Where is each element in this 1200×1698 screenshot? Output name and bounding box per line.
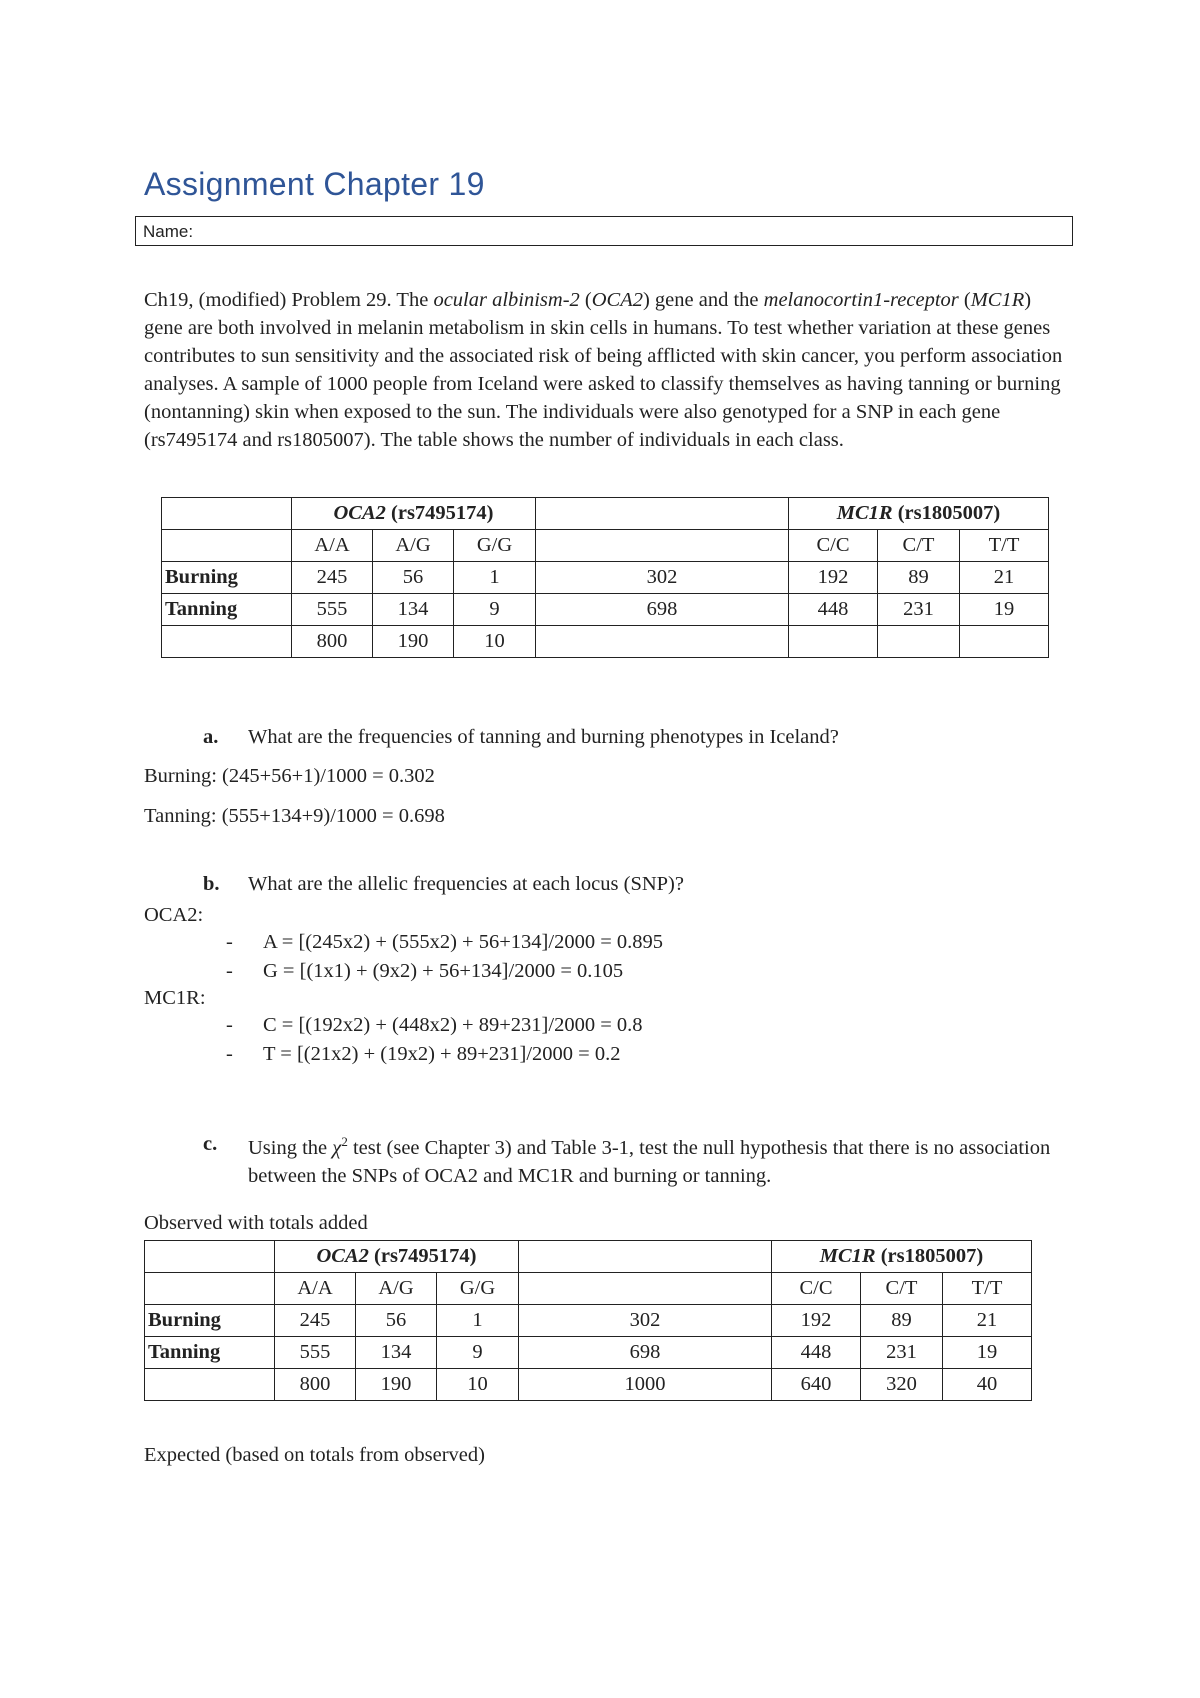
genotype-cell: G/G — [437, 1273, 519, 1305]
genotype-cell: T/T — [960, 530, 1049, 562]
question-text: What are the frequencies of tanning and burning phenotypes in Iceland? — [248, 726, 839, 748]
observed-label: Observed with totals added — [144, 1212, 368, 1234]
name-field[interactable] — [135, 216, 1073, 246]
question-letter: c. — [203, 1133, 218, 1155]
table-cell: 698 — [536, 594, 789, 626]
table-row — [145, 1369, 1032, 1401]
genotype-cell: A/A — [292, 530, 373, 562]
table-cell: 10 — [437, 1369, 519, 1401]
mc1r-header: MC1R (rs1805007) — [789, 498, 1049, 530]
oca2-header: OCA2 (rs7495174) — [292, 498, 536, 530]
mc1r-label: MC1R: — [144, 987, 206, 1009]
genotype-cell: G/G — [454, 530, 536, 562]
table-cell: 800 — [275, 1369, 356, 1401]
table-cell: 9 — [454, 594, 536, 626]
table-row — [162, 626, 1049, 658]
table-cell — [789, 626, 878, 658]
table-cell: 89 — [878, 562, 960, 594]
row-label: Tanning — [162, 594, 292, 626]
genotype-cell: A/A — [275, 1273, 356, 1305]
genotype-cell: T/T — [943, 1273, 1032, 1305]
table-cell: 302 — [536, 562, 789, 594]
table-cell: 231 — [878, 594, 960, 626]
genotype-table — [161, 497, 1049, 658]
name-label: Name: — [143, 222, 194, 241]
problem-statement: Ch19, (modified) Problem 29. The ocular albinism-2 (OCA2) gene and the melanocortin1-receptor (MC1R) gene are both involved in melanin metabolism in skin cells in humans. To test whether variation at these genes contributes to sun sensitivity and the associated risk of being afflicted with skin cancer, you perform association analyses. A sample of 1000 people from Iceland were asked to classify themselves as having tanning or burning (nontanning) skin when exposed to the sun. The individuals were also genotyped for a SNP in each gene (rs7495174 and rs1805007). The table shows the number of individuals in each class. — [144, 289, 1063, 451]
genotype-cell: A/G — [373, 530, 454, 562]
table-cell — [878, 626, 960, 658]
table-cell: 555 — [292, 594, 373, 626]
table-cell: 302 — [519, 1305, 772, 1337]
row-label: Burning — [145, 1305, 275, 1337]
question-text: What are the allelic frequencies at each locus (SNP)? — [248, 873, 684, 895]
table-row — [162, 594, 1049, 626]
observed-table — [144, 1240, 1032, 1401]
question-c-text: Using the $\chi^2$ test (see Chapter 3) and Table 3-1, test the null hypothesis that there is no association between the SNPs of OCA2 and MC1R and burning or tanning. — [248, 1134, 1051, 1187]
expected-label: Expected (based on totals from observed) — [144, 1444, 485, 1466]
table-cell: 698 — [519, 1337, 772, 1369]
table-cell: 19 — [943, 1337, 1032, 1369]
genotype-row — [162, 530, 1049, 562]
row-label — [145, 1369, 275, 1401]
table-cell: 134 — [356, 1337, 437, 1369]
question-letter: a. — [203, 726, 219, 748]
table-cell: 245 — [275, 1305, 356, 1337]
table-cell: 134 — [373, 594, 454, 626]
table-cell: 190 — [356, 1369, 437, 1401]
table-cell: 10 — [454, 626, 536, 658]
table-cell: 9 — [437, 1337, 519, 1369]
table-cell: 448 — [789, 594, 878, 626]
table-cell: 1 — [437, 1305, 519, 1337]
table-cell: 231 — [861, 1337, 943, 1369]
table-cell: 800 — [292, 626, 373, 658]
table-row — [145, 1305, 1032, 1337]
row-label: Burning — [162, 562, 292, 594]
table-cell: 56 — [373, 562, 454, 594]
table-cell — [536, 626, 789, 658]
answer-tanning: Tanning: (555+134+9)/1000 = 0.698 — [144, 805, 445, 827]
mc1r-header: MC1R (rs1805007) — [772, 1241, 1032, 1273]
genotype-row — [145, 1273, 1032, 1305]
question-letter: b. — [203, 873, 220, 895]
row-label: Tanning — [145, 1337, 275, 1369]
table-cell: 190 — [373, 626, 454, 658]
genotype-cell: C/T — [861, 1273, 943, 1305]
table-cell: 40 — [943, 1369, 1032, 1401]
oca2-label: OCA2: — [144, 904, 204, 926]
table-cell: 1000 — [519, 1369, 772, 1401]
table-cell: 89 — [861, 1305, 943, 1337]
table-cell: 555 — [275, 1337, 356, 1369]
table-cell: 640 — [772, 1369, 861, 1401]
table-row — [145, 1337, 1032, 1369]
table-header-row — [145, 1241, 1032, 1273]
genotype-cell — [519, 1273, 772, 1305]
genotype-cell: C/C — [772, 1273, 861, 1305]
table-cell: 19 — [960, 594, 1049, 626]
table-cell: 56 — [356, 1305, 437, 1337]
table-cell: 21 — [943, 1305, 1032, 1337]
genotype-cell: C/C — [789, 530, 878, 562]
oca2-header: OCA2 (rs7495174) — [275, 1241, 519, 1273]
document-page: Assignment Chapter 19 Name: Ch19, (modified) Problem 29. The ocular albinism-2 (OCA2) gene and the melanocortin1-receptor (MC1R) gene are both involved in melanin metabolism in skin cells in humans. To test whether variation at these genes contributes to sun sensitivity and the associated risk of being afflicted with skin cancer, you perform association analyses. A sample of 1000 people from Iceland were asked to classify themselves as having tanning or burning (nontanning) skin when exposed to the sun. The individuals were also genotyped for a SNP in each gene (rs7495174 and rs1805007). The table shows the number of individuals in each class. OCA2 (rs7495174) MC1R (rs1805007) A/A A/G G/G C/C C/T T/T Burning 245 56 1 302 192 89 21 Tanning 555 134 9 698 448 231 19 800 190 10 a. What are the frequencies of tanning and burning phenotypes in Iceland? Burning: (245+56+1)/1000 = 0.302 Tanning: (555+134+9)/1000 = 0.698 b. What are the allelic frequencies at each locus (SNP)? OCA2: - A = [(245x2) + (555x2) + 56+134]/2000 = 0.895 - G = [(1x1) + (9x2) + 56+134]/2000 = 0.105 MC1R: - C = [(192x2) + (448x2) + 89+231]/2000 = 0.8 - T = [(21x2) + (19x2) + 89+231]/2000 = 0.2 c. Using the $\chi^2$ test (see Chapter 3) and Table 3-1, test the null hypothesis that there is no association between the SNPs of OCA2 and MC1R and burning or tanning. Observed with totals added OCA2 (rs7495174) MC1R (rs1805007) A/A A/G G/G C/C C/T T/T Burning 245 56 1 302 192 89 21 Tanning 555 134 9 698 448 231 19 800 190 10 1000 640 320 40 Expected (based on totals from observed) — [0, 0, 1200, 1698]
table-cell: 192 — [772, 1305, 861, 1337]
page-title: Assignment Chapter 19 — [144, 166, 485, 202]
genotype-cell: C/T — [878, 530, 960, 562]
table-cell: 245 — [292, 562, 373, 594]
table-cell: 320 — [861, 1369, 943, 1401]
table-header-row — [162, 498, 1049, 530]
genotype-cell — [536, 530, 789, 562]
row-label — [162, 626, 292, 658]
table-row — [162, 562, 1049, 594]
answer-burning: Burning: (245+56+1)/1000 = 0.302 — [144, 765, 435, 787]
table-cell — [960, 626, 1049, 658]
table-cell: 192 — [789, 562, 878, 594]
genotype-cell: A/G — [356, 1273, 437, 1305]
table-cell: 1 — [454, 562, 536, 594]
table-cell: 448 — [772, 1337, 861, 1369]
table-cell: 21 — [960, 562, 1049, 594]
